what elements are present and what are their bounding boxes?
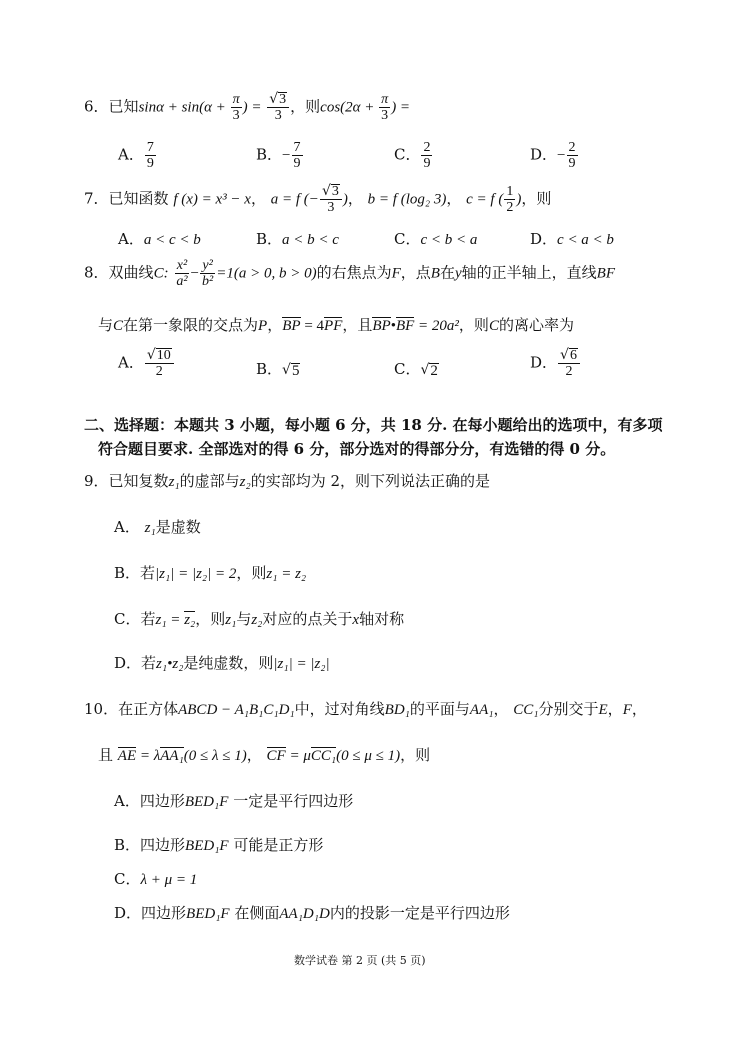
q10-stem-line2: 且 AE = λAA₁(0 ≤ λ ≤ 1)， CF = μCC₁(0 ≤ μ ≤ 1)，则 bbox=[98, 746, 431, 764]
q6-stem: 6．已知sinα + sin(α + $\frac{\pi}{3}$ ) = √ 3 3 ，则cos(2α + $\frac{\pi}{3}$ ) = bbox=[84, 91, 411, 123]
q6-option-b: B．− $\frac{7}{9}$ bbox=[256, 140, 301, 171]
q7-option-b: B．a < b < c bbox=[256, 230, 339, 248]
q9-option-b: B．若|z₁| = |z₂| = 2，则z₁ = z₂ bbox=[114, 564, 307, 582]
q7-option-c: C．c < b < a bbox=[394, 230, 478, 248]
q9-stem: 9．已知复数z₁的虚部与z₂的实部均为 2，则下列说法正确的是 bbox=[84, 472, 491, 490]
q8-stem-line2: 与C在第一象限的交点为P，BP = 4PF，且BP•BF = 20a²，则C的离心率为 bbox=[98, 316, 574, 334]
q7-option-d: D．c < a < b bbox=[530, 230, 614, 248]
q6-number: 6． bbox=[84, 97, 109, 116]
q8-option-d: D． √ 6 2 bbox=[530, 348, 581, 379]
q8-option-b: B． √ 5 bbox=[256, 360, 300, 379]
q8-option-c: C． √ 2 bbox=[394, 360, 438, 379]
section2-heading-line2: 符合题目要求. 全部选对的得 6 分，部分选对的得部分分，有选错的得 0 分。 bbox=[98, 440, 616, 458]
q10-option-c: C．λ + μ = 1 bbox=[114, 870, 198, 888]
q6-option-c: C． $\frac{2}{9}$ bbox=[394, 140, 431, 171]
q8-option-a: A． √ 10 2 bbox=[118, 348, 175, 379]
q6-option-d: D．− $\frac{2}{9}$ bbox=[530, 140, 576, 171]
q10-option-b: B．四边形BED₁F 可能是正方形 bbox=[114, 836, 324, 854]
q9-option-c: C．若z₁ = z₂，则z₁与z₂对应的点关于x轴对称 bbox=[114, 610, 405, 628]
q9-option-d: D．若z₁•z₂是纯虚数，则|z₁| = |z₂| bbox=[114, 654, 330, 672]
section2-heading-line1: 二、选择题：本题共 3 小题，每小题 6 分，共 18 分. 在每小题给出的选项中，有多项 bbox=[84, 416, 663, 434]
q6-option-a: A． $\frac{7}{9}$ bbox=[118, 140, 154, 171]
q10-stem-line1: 10．在正方体ABCD − A₁B₁C₁D₁中，过对角线BD₁的平面与AA₁， CC₁分别交于E，F， bbox=[84, 700, 647, 718]
q7-stem: 7．已知函数 f (x) = x³ − x， a = f (− √ 3 3 )， b = f (log₂ 3)， c = f ( $\frac{1}{2}$ )，则 bbox=[84, 183, 552, 215]
q9-option-a: A． z₁是虚数 bbox=[114, 518, 201, 536]
q10-option-d: D．四边形BED₁F 在侧面AA₁D₁D内的投影一定是平行四边形 bbox=[114, 904, 510, 922]
page-footer: 数学试卷 第 2 页 (共 5 页) bbox=[294, 954, 426, 967]
q8-stem-line1: 8．双曲线C: $\frac{\text{x²}}{\text{a²}}$ − $\frac{\text{y²}}{\text{b²}}$ =1(a > 0, b > 0)的右焦点为F，点B在y轴的正半轴上，直线BF bbox=[84, 258, 615, 289]
q10-option-a: A．四边形BED₁F 一定是平行四边形 bbox=[114, 792, 354, 810]
q7-option-a: A．a < c < b bbox=[118, 230, 201, 248]
